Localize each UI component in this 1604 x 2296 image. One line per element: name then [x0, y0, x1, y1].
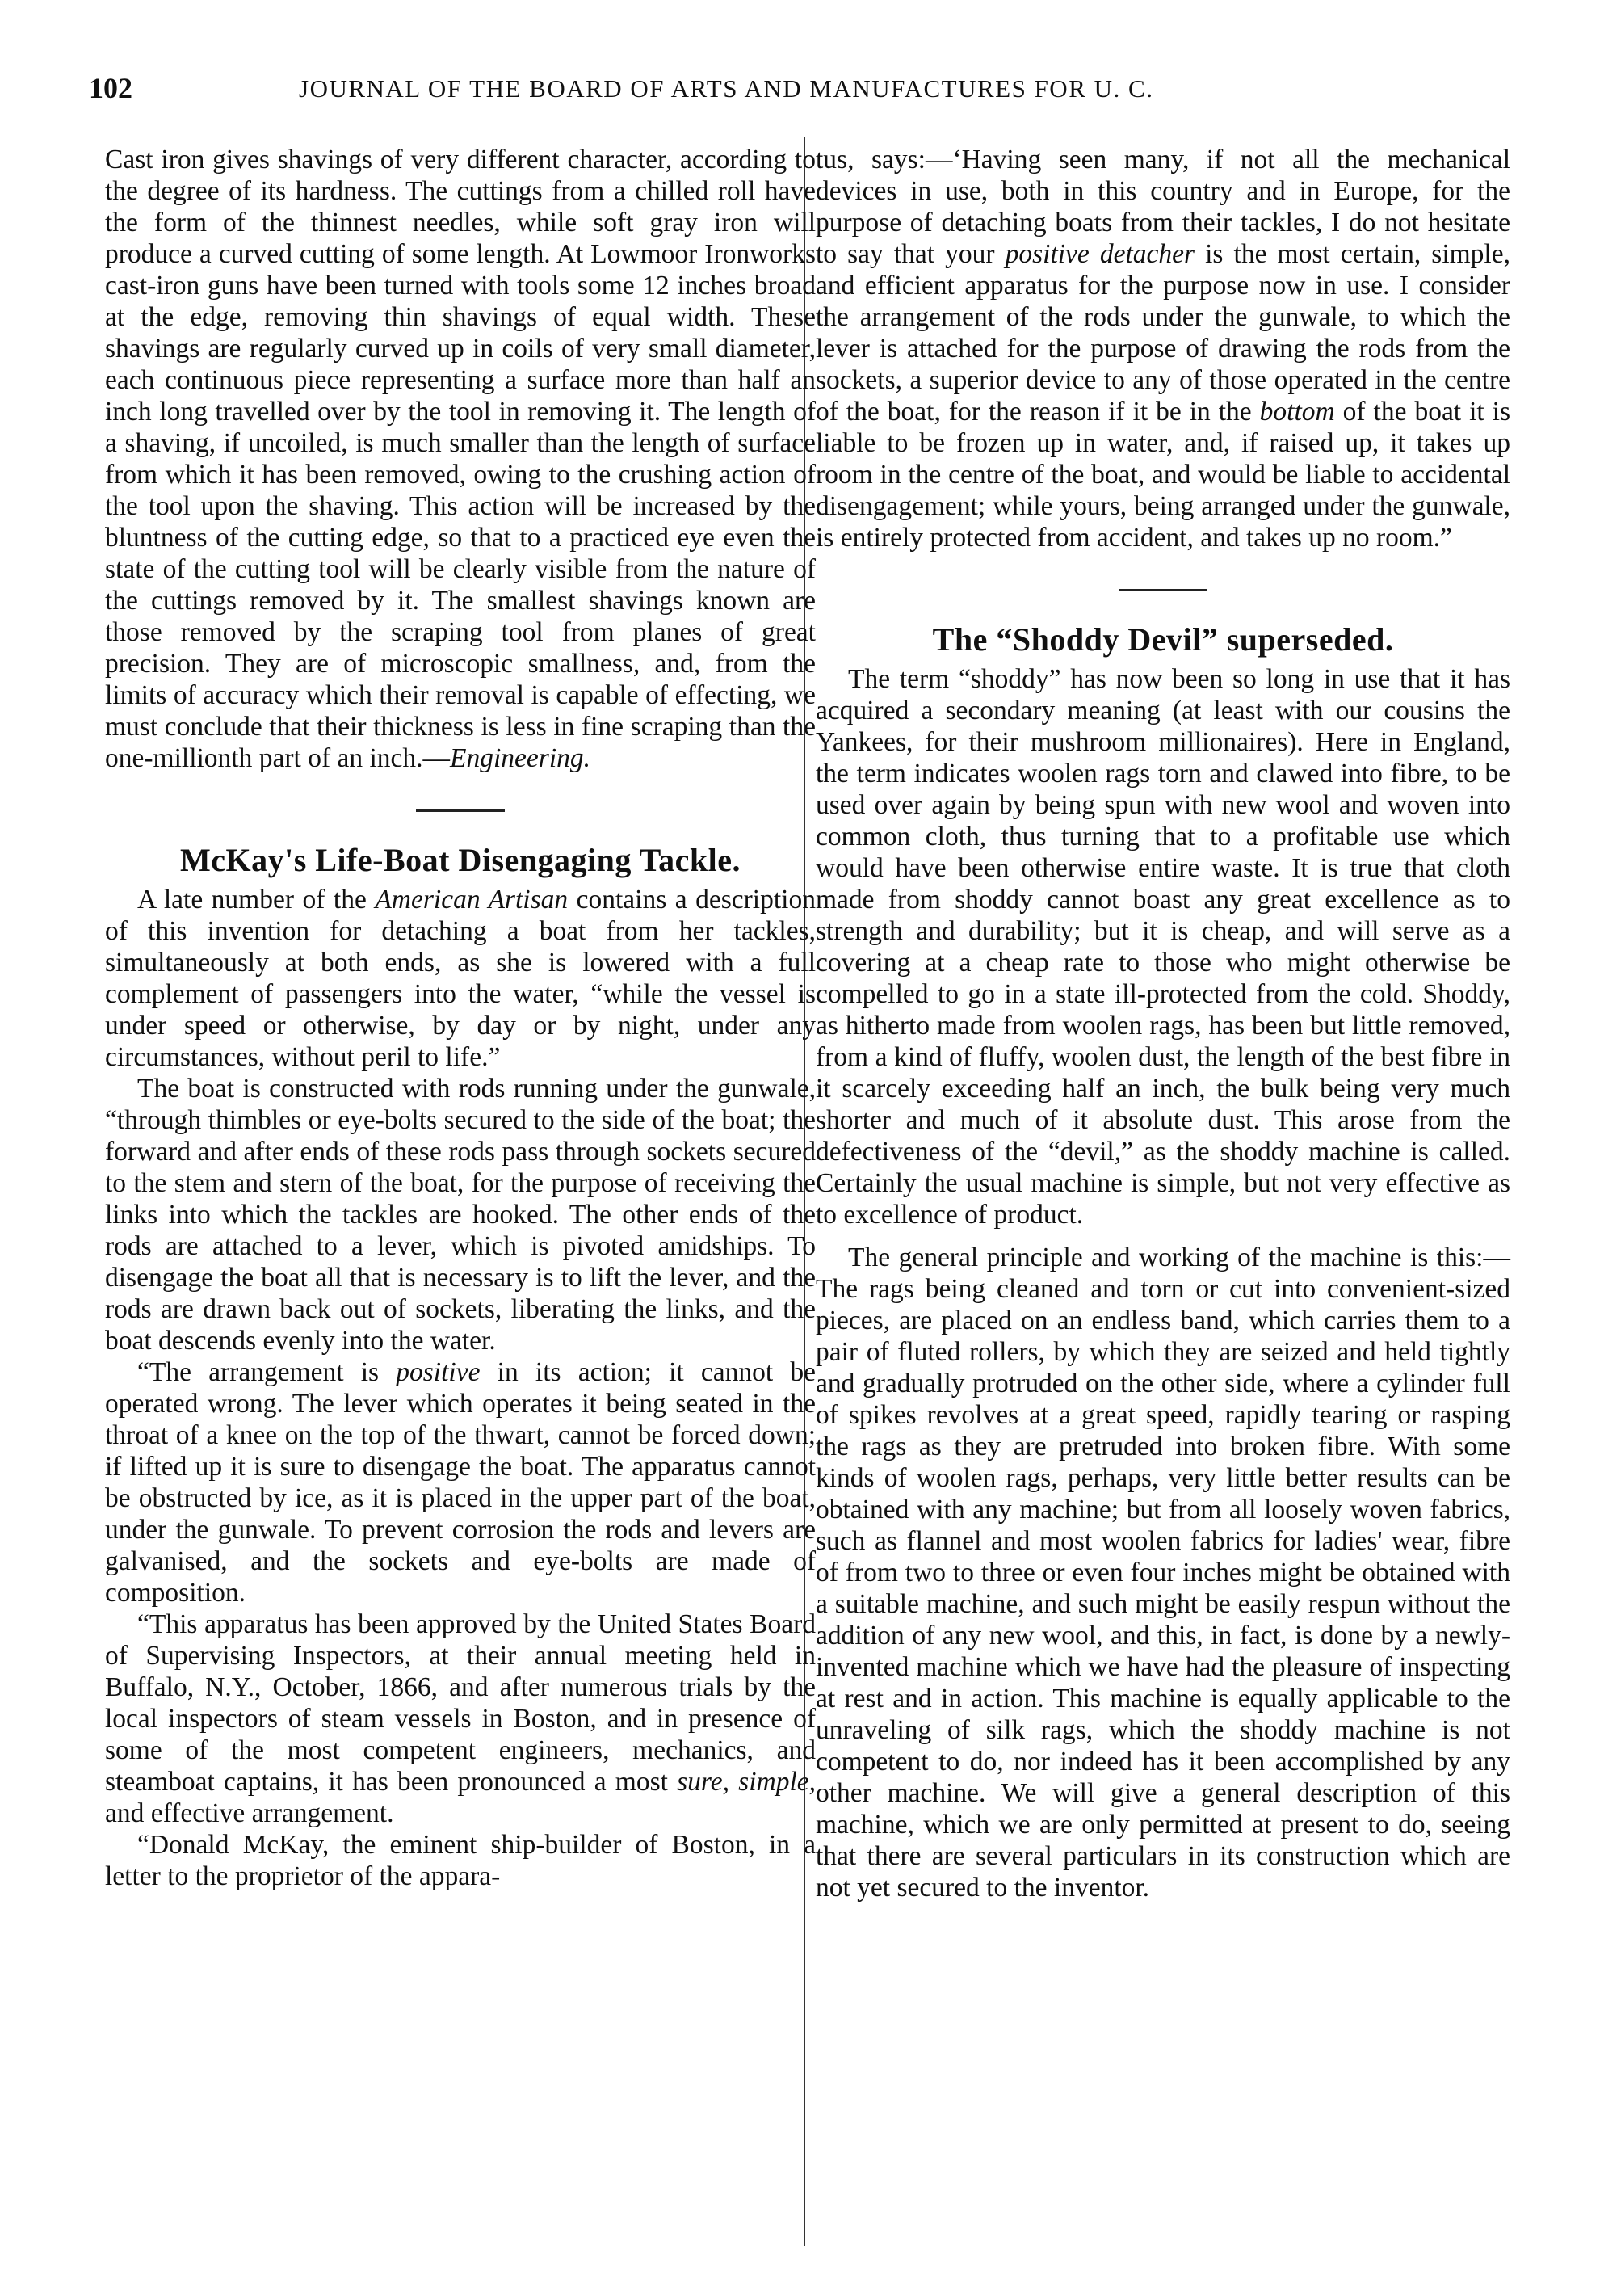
positive-emphasis: positive [396, 1357, 481, 1387]
mckay-paragraph-5: “Donald McKay, the eminent ship-builder of Boston, in a letter to the proprietor of the appara- [105, 1830, 816, 1891]
source-citation: Engineering. [450, 743, 591, 773]
shoddy-paragraph-1: The term “shoddy” has now been so long in use that it has acquired a secondary meaning (at least with our cousins the Yankees, for their mushroom millionaires). Here in England, the term indicates woolen rags torn and clawed into fibre, to be used over again by being spun with new wool and woven into common cloth, thus turning that to a profitable use which would have been otherwise entire waste. It is true that cloth made from shoddy cannot boast any great excellence as to strength and durability; but it is cheap, and will serve as a covering at a cheap rate to those who might otherwise be compelled to go in a state ill-protected from the cold. Shoddy, as hitherto made from woolen rags, has been but little removed, from a kind of fluffy, woolen dust, the length of the best fibre in it scarcely exceeding half an inch, the bulk being very much shorter and much of it absolute dust. This arose from the defectiveness of the “devil,” as the shoddy machine is called. Certainly the usual machine is simple, but not very effective as to excellence of product. [816, 664, 1510, 1230]
mckay-cont-text-c: of the boat it is liable to be frozen up in water, and, if raised up, it takes up room in the centre of the boat, and would be liable to accidental disengagement; while yours, being arranged under the gunwale, is entirely protected from accident, and takes up no room.” [816, 397, 1511, 553]
mckay-p1-text-b: contains a description of this invention for detaching a boat from her tackles, simultaneously at both ends, as she is lowered with a full complement of passengers into the water, “while the vessel is under speed or otherwise, by day or by night, under any circumstances, without peril to life.” [105, 885, 816, 1072]
positive-detacher-emphasis: positive detacher [1005, 239, 1195, 269]
mckay-paragraph-2: The boat is constructed with rods running under the gunwale, “through thimbles or eye-bolts secured to the side of the boat; the forward and after ends of these rods pass through sockets secured to the stem and stern of the boat, for the purpose of receiving the links into which the tackles are hooked. The other ends of the rods are attached to a lever, which is pivoted amidships. To disengage the boat all that is necessary is to lift the lever, and the rods are drawn back out of sockets, liberating the links, and the boat descends evenly into the water. [105, 1074, 816, 1356]
shoddy-paragraph-2: The general principle and working of the machine is this:—The rags being cleaned and torn or cut into convenient-sized pieces, are placed on an endless band, which carries them to a pair of fluted rollers, by which they are seized and held tightly and gradually protruded on the other side, where a cylinder full of spikes revolves at a great speed, rapidly tearing or rasping the rags as they are pretruded into broken fibre. With some kinds of woolen rags, perhaps, very little better results can be obtained with any machine; but from all loosely woven fabrics, such as flannel and most woolen fabrics for ladies' wear, fibre of from two to three or even four inches might be obtained with a suitable machine, and such might be easily respun without the addition of any new wool, and this, in fact, is done by a newly-invented machine which we have had the pleasure of inspecting at rest and in action. This machine is equally applicable to the unraveling of silk rags, which the shoddy machine is not competent to do, nor indeed has it been accomplished by any other machine. We will give a general description of this machine, which we are only permitted at present to do, seeing that there are several particulars in its construction which are not yet secured to the inventor. [816, 1243, 1510, 1903]
mckay-continuation [816, 144, 1510, 553]
mckay-p4-text-a: “This apparatus has been approved by the United States Board of Supervising Inspectors, at their annual meeting held in Buffalo, N.Y., October, 1866, and after numerous trials by the local inspectors of steam vessels in Boston, and in presence of some of the most competent engineers, mechanics, and steamboat captains, it has been pronounced a most [105, 1609, 816, 1797]
mckay-article-heading: McKay's Life-Boat Disengaging Tackle. [179, 842, 741, 878]
mckay-p3-text-b: in its action; it cannot be operated wrong. The lever which operates it being seated in the throat of a knee on the top of the thwart, cannot be forced down; if lifted up it is sure to disengage the boat. The apparatus cannot be obstructed by ice, as it is placed in the upper part of the boat, under the gunwale. To prevent corrosion the rods and levers are galvanised, and the sockets and eye-bolts are made of composition. [105, 1357, 816, 1608]
cast-iron-paragraph [105, 144, 816, 774]
right-column [816, 144, 1510, 1903]
cast-iron-text: Cast iron gives shavings of very different character, according to the degree of its hardness. The cuttings from a chilled roll have the form of the thinnest needles, while soft gray iron will produce a curved cutting of some length. At Lowmoor Ironworks cast-iron guns have been turned with tools some 12 inches broad at the edge, removing thin shavings of equal width. These shavings are regularly curved up in coils of very small diameter, each continuous piece representing a surface more than half an inch long travelled over by the tool in removing it. The length of a shaving, if uncoiled, is much smaller than the length of surface from which it has been removed, owing to the crushing action of the tool upon the shaving. This action will be increased by the bluntness of the cutting edge, so that to a practiced eye even the state of the cutting tool will be clearly visible from the nature of the cuttings removed by it. The smallest shavings known are those removed by the scraping tool from planes of great precision. They are of microscopic smallness, and, from the limits of accuracy which their removal is capable of effecting, we must conclude that their thickness is less in fine scraping than the one-millionth part of an inch.— [105, 145, 816, 773]
mckay-p3-text-a: “The arrangement is [137, 1357, 397, 1387]
bottom-emphasis: bottom [1259, 397, 1335, 427]
mckay-paragraph-4 [105, 1608, 816, 1829]
section-divider [1119, 589, 1207, 591]
section-divider [416, 809, 505, 812]
journal-name: American Artisan [375, 885, 569, 915]
sure-simple-emphasis: sure, simple, [677, 1767, 816, 1797]
shoddy-article-heading: The “Shoddy Devil” superseded. [932, 621, 1394, 658]
mckay-p1-text-a: A late number of the [137, 885, 376, 915]
running-title: JOURNAL OF THE BOARD OF ARTS AND MANUFACTURES FOR U. C. [299, 74, 1154, 103]
mckay-paragraph-1 [105, 884, 816, 1073]
mckay-paragraph-3 [105, 1356, 816, 1608]
page-header [89, 71, 1510, 120]
mckay-p4-text-b: and effective arrangement. [105, 1798, 394, 1828]
page-number: 102 [89, 72, 132, 104]
mckay-cont-text-a: tus, says:—‘Having seen many, if not all the mechanical devices in use, both in this country and in Europe, for the purpose of detaching boats from their tackles, I do not hesitate to say that your [816, 145, 1510, 269]
mckay-cont-text-b: is the most certain, simple, and efficient apparatus for the purpose now in use. I consider the arrangement of the rods under the gunwale, to which the lever is attached for the purpose of drawing the rods from the sockets, a superior device to any of those operated in the centre of the boat, for the reason if it be in the [816, 239, 1510, 427]
left-column [105, 144, 816, 1892]
